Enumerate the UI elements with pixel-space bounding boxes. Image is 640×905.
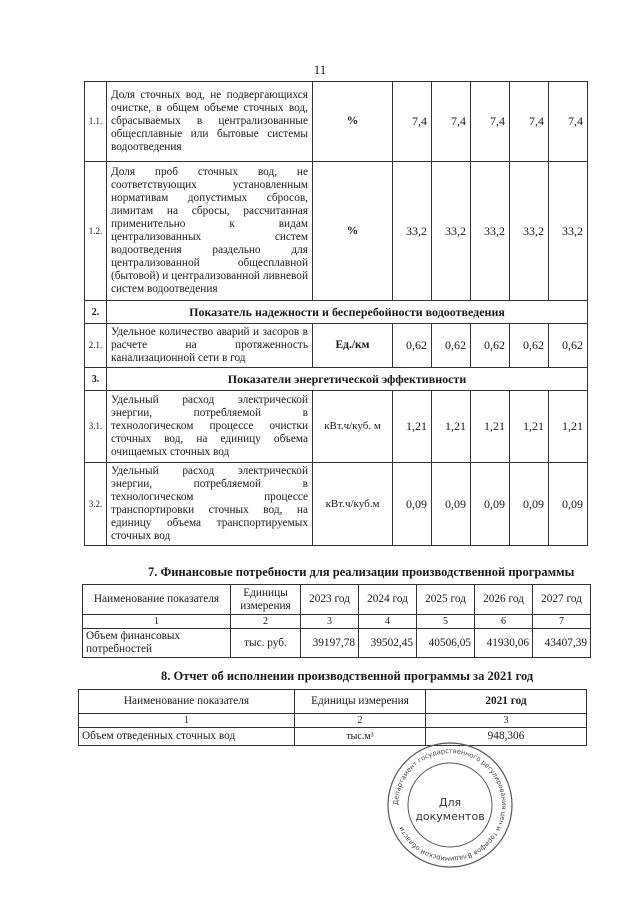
- indicator-value: 7,4: [471, 82, 510, 162]
- index-cell: 1: [83, 615, 231, 629]
- index-cell: 6: [475, 615, 533, 629]
- finance-data-row: [83, 629, 591, 658]
- indicator-value: 0,62: [510, 324, 549, 368]
- indicator-row: [85, 324, 588, 368]
- stamp-line-1: Для: [438, 796, 462, 809]
- indicator-unit: кВт.ч/куб. м: [313, 391, 393, 463]
- indicator-unit: %: [313, 162, 393, 301]
- indicator-value: 0,09: [393, 463, 432, 546]
- index-cell: 5: [417, 615, 475, 629]
- report-heading: 8. Отчет об исполнении производственной программы за 2021 год: [161, 669, 534, 683]
- indicator-value: 0,09: [510, 463, 549, 546]
- page-number: 11: [313, 62, 327, 77]
- stamp-center: [385, 796, 515, 824]
- row-number: 1.1.: [85, 82, 107, 162]
- indicator-value: 33,2: [432, 162, 471, 301]
- index-cell: 1: [79, 714, 295, 728]
- indicator-row: [85, 391, 588, 463]
- header-year: 2025 год: [417, 585, 475, 615]
- header-unit: Единицы измерения: [295, 690, 426, 714]
- section-number: 2.: [85, 301, 107, 324]
- indicator-value: 33,2: [471, 162, 510, 301]
- indicator-value: 0,62: [432, 324, 471, 368]
- index-cell: 7: [533, 615, 591, 629]
- index-cell: 2: [231, 615, 301, 629]
- report-index-row: [79, 714, 587, 728]
- indicator-value: 33,2: [393, 162, 432, 301]
- indicator-value: 1,21: [510, 391, 549, 463]
- indicator-value: 0,09: [432, 463, 471, 546]
- indicator-description: Доля проб сточных вод, не соответствующих установленным нормативам допустимых сбросов, лимитам на сбросы, рассчитанная применительно к видам централизованных систем водоотведения раздельно для централизованной общесплавной (бытовой) и централизованной ливневой систем водоотведения: [107, 162, 313, 301]
- header-unit: Единицы измерения: [231, 585, 301, 615]
- indicator-unit: кВт.ч/куб.м: [313, 463, 393, 546]
- header-year: 2027 год: [533, 585, 591, 615]
- indicator-value: 7,4: [549, 82, 588, 162]
- finance-table: [82, 584, 591, 658]
- indicator-description: Удельный расход электрической энергии, потребляемой в технологическом процессе очистки сточных вод, на единицу объема очищаемых сточных вод: [107, 391, 313, 463]
- report-header-row: [79, 690, 587, 714]
- header-year: 2026 год: [475, 585, 533, 615]
- section-row: [85, 301, 588, 324]
- indicator-value: 7,4: [510, 82, 549, 162]
- indicator-value: 0,09: [549, 463, 588, 546]
- indicator-unit: Ед./км: [313, 324, 393, 368]
- indicator-value: 0,62: [471, 324, 510, 368]
- header-year: 2023 год: [301, 585, 359, 615]
- index-cell: 4: [359, 615, 417, 629]
- report-row-unit: тыс.м³: [295, 728, 426, 746]
- indicator-description: Доля сточных вод, не подвергающихся очистке, в общем объеме сточных вод, сбрасываемых в централизованные общесплавные или бытовые системы водоотведения: [107, 82, 313, 162]
- indicator-row: [85, 463, 588, 546]
- stamp-line-2: документов: [415, 810, 485, 823]
- indicator-unit: %: [313, 82, 393, 162]
- finance-value: 40506,05: [417, 629, 475, 658]
- indicator-value: 1,21: [393, 391, 432, 463]
- indicator-value: 0,62: [549, 324, 588, 368]
- index-cell: 3: [426, 714, 587, 728]
- indicator-row: [85, 162, 588, 301]
- header-name: Наименование показателя: [79, 690, 295, 714]
- row-number: 2.1.: [85, 324, 107, 368]
- indicator-description: Удельный расход электрической энергии, потребляемой в технологическом процессе транспортировки сточных вод, на единицу объема транспортируемых сточных вод: [107, 463, 313, 546]
- indicator-value: 0,09: [471, 463, 510, 546]
- indicator-value: 1,21: [549, 391, 588, 463]
- indicator-value: 33,2: [549, 162, 588, 301]
- indicator-value: 7,4: [393, 82, 432, 162]
- finance-row-name: Объем финансовых потребностей: [83, 629, 231, 658]
- finance-value: 41930,06: [475, 629, 533, 658]
- section-title: Показатель надежности и бесперебойности водоотведения: [107, 301, 588, 324]
- header-name: Наименование показателя: [83, 585, 231, 615]
- section-row: [85, 368, 588, 391]
- finance-heading: 7. Финансовые потребности для реализации производственной программы: [148, 565, 575, 579]
- index-cell: 2: [295, 714, 426, 728]
- finance-value: 43407,39: [533, 629, 591, 658]
- row-number: 3.2.: [85, 463, 107, 546]
- indicator-value: 33,2: [510, 162, 549, 301]
- row-number: 1.2.: [85, 162, 107, 301]
- report-row-name: Объем отведенных сточных вод: [79, 728, 295, 746]
- finance-value: 39197,78: [301, 629, 359, 658]
- row-number: 3.1.: [85, 391, 107, 463]
- svg-text:Департамент государственного р: Департамент государственного регулирования цен и тарифов Владимирской области: [391, 746, 509, 864]
- index-cell: 3: [301, 615, 359, 629]
- indicator-value: 1,21: [471, 391, 510, 463]
- indicator-value: 0,62: [393, 324, 432, 368]
- indicator-row: [85, 82, 588, 162]
- indicator-value: 1,21: [432, 391, 471, 463]
- indicators-table: [84, 81, 588, 546]
- finance-index-row: [83, 615, 591, 629]
- section-title: Показатели энергетической эффективности: [107, 368, 588, 391]
- header-year: 2024 год: [359, 585, 417, 615]
- section-number: 3.: [85, 368, 107, 391]
- indicator-description: Удельное количество аварий и засоров в расчете на протяженность канализационной сети в год: [107, 324, 313, 368]
- finance-value: 39502,45: [359, 629, 417, 658]
- report-table: [78, 689, 587, 746]
- finance-row-unit: тыс. руб.: [231, 629, 301, 658]
- report-row-value: 948,306: [426, 728, 587, 746]
- indicator-value: 7,4: [432, 82, 471, 162]
- header-year: 2021 год: [426, 690, 587, 714]
- finance-header-row: [83, 585, 591, 615]
